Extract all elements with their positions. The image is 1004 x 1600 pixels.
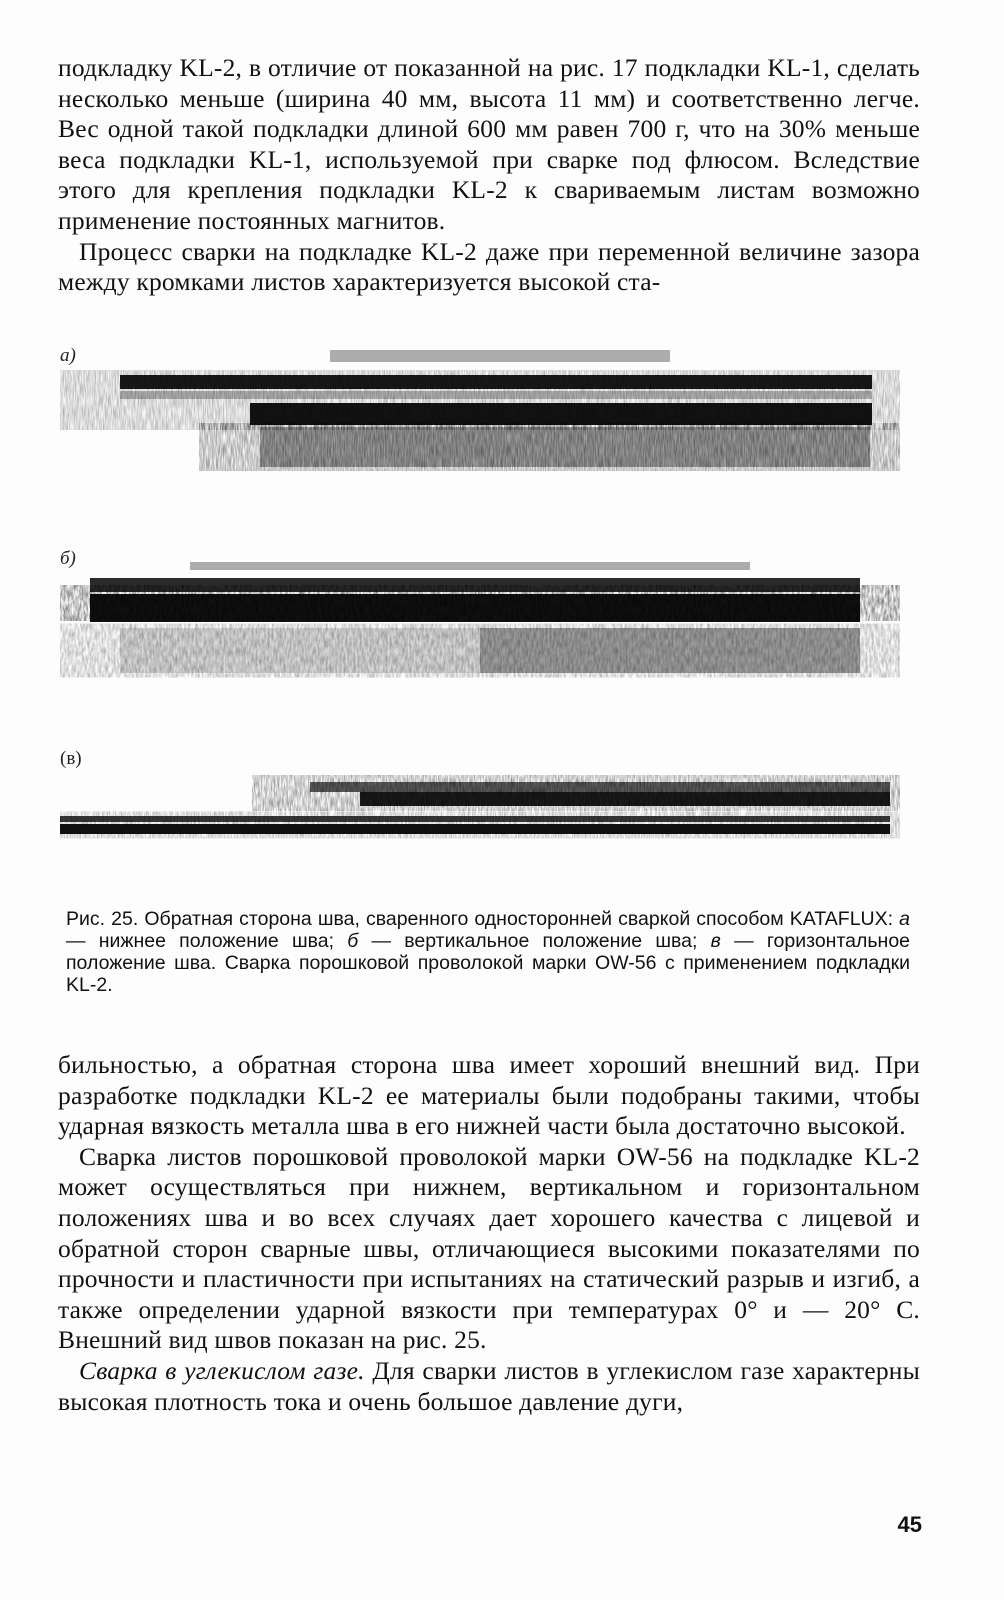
panel-label: а) [60,345,76,366]
body-text-bottom [58,1050,920,1417]
weld-photo-c [60,748,900,880]
paragraph [58,1356,920,1417]
figure-caption [66,908,910,996]
panel-label: б) [60,548,76,569]
caption-letter-b: б [347,930,359,952]
caption-prefix: Рис. 25. [66,908,139,930]
page-number: 45 [897,1512,922,1537]
weld-photo-b [60,548,900,683]
caption-text-b: — вертикальное положение шва; [371,930,698,952]
weld-seam-image [60,345,900,475]
paragraph: Сварка листов порошковой проволокой марки OW-56 на подкладке KL-2 может осуществляться при нижнем, вертикальном и горизонтальном положениях шва и во всех случаях дает хорошего качества с лицевой и обратной сторон сварные швы, отличающиеся высокими показателями по прочности и пластичности при испытаниях на статический разрыв и изгиб, а также определении ударной вязкости при температурах 0° и — 20° С. Внешний вид швов показан на рис. 25. [58,1141,920,1355]
caption-letter-c: в [710,930,721,952]
weld-photo-a [60,345,900,475]
caption-letter-a: а [899,908,911,930]
caption-text-a: — нижнее положение шва; [66,930,335,952]
paragraph: бильностью, а обратная сторона шва имеет хороший внешний вид. При разработке подкладки KL-2 ее материалы были подобраны такими, чтобы ударная вязкость металла шва в его нижней части была достаточно высокой. [58,1050,920,1141]
body-text-top [58,53,920,298]
paragraph: Процесс сварки на подкладке KL-2 даже при переменной величине зазора между кромками листов характеризуется высокой ста- [58,236,920,297]
weld-seam-image [60,748,900,880]
section-lead: Сварка в углекислом газе. [79,1355,365,1385]
caption-text-c: — горизонтальное положение шва. Сварка порошковой проволокой марки OW-56 с применением подкладки KL-2. [66,930,911,996]
caption-text: Обратная сторона шва, сваренного односторонней сваркой способом KATAFLUX: [144,908,894,930]
paragraph-text: Для сварки листов в углекислом газе характерны высокая плотность тока и очень большое давление дуги, [58,1355,920,1416]
panel-label: (в) [60,748,82,769]
paragraph: подкладку KL-2, в отличие от показанной на рис. 17 подкладки KL-1, сделать несколько меньше (ширина 40 мм, высота 11 мм) и соответственно легче. Вес одной такой подкладки длиной 600 мм равен 700 г, что на 30% меньше веса подкладки KL-1, используемой при сварке под флюсом. Вследствие этого для крепления подкладки KL-2 к свариваемым листам возможно применение постоянных магнитов. [58,53,920,235]
weld-seam-image [60,548,900,683]
